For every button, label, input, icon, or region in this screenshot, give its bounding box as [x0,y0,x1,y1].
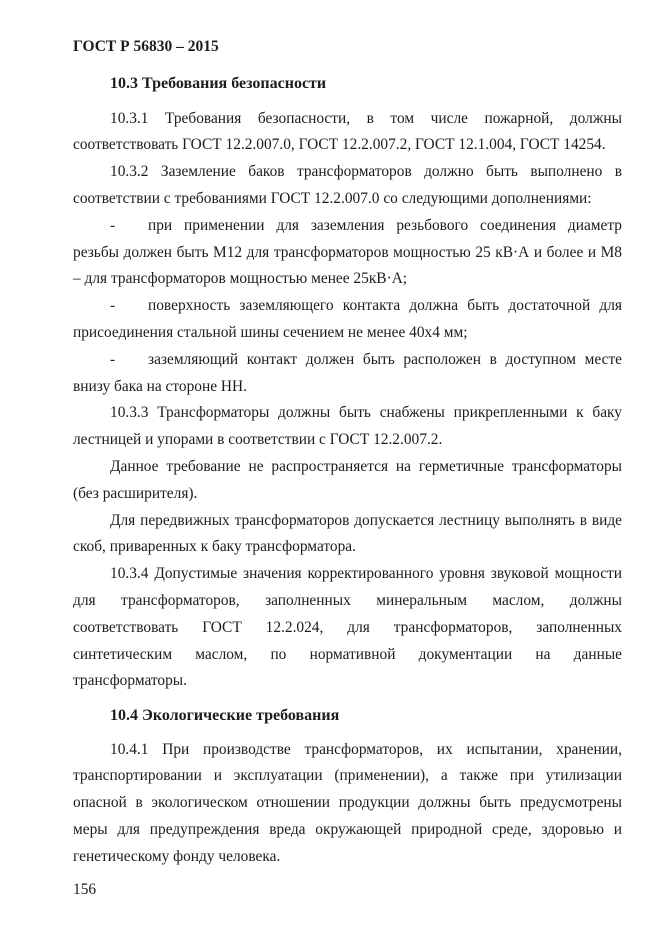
section-heading-10-4: 10.4 Экологические требования [110,707,340,724]
list-item [73,347,622,401]
paragraph-note-2 [73,508,622,562]
list-marker: - [110,216,116,234]
text-line: 10.3.2 Заземление баков трансформаторов должно быть выполнено в [110,163,622,181]
text-line: присоединения стальной шины сечением не менее 40х4 мм; [73,323,468,341]
section-10-4-body [73,737,622,871]
paragraph-10-3-3 [73,400,622,454]
paragraph-note-1 [73,454,622,508]
list-item-first-line [73,213,622,240]
text-line: опасной в экологическом отношении продукции должны быть предусмотрены [73,794,622,812]
list-marker: - [110,297,116,315]
paragraph-10-3-1 [73,106,622,160]
text-line: синтетическим маслом, по нормативной документации на данные [73,645,622,663]
text-line: для трансформаторов, заполненных минеральным маслом, должны [73,591,622,609]
text-line: меры для предупреждения вреда окружающей природной среде, здоровью и [73,820,622,838]
text-line: 10.3.4 Допустимые значения корректированного уровня звуковой мощности [110,565,622,583]
list-item-first-line [73,347,622,374]
text-line: 10.3.3 Трансформаторы должны быть снабжены прикрепленными к баку [110,404,622,422]
text-line: соответствовать ГОСТ 12.2.007.0, ГОСТ 12.2.007.2, ГОСТ 12.1.004, ГОСТ 14254. [73,136,606,154]
document-code: ГОСТ Р 56830 – 2015 [73,38,219,55]
list-item-first-line [73,293,622,320]
list-item [73,293,622,347]
paragraph-10-3-2 [73,159,622,213]
text-line: 10.3.1 Требования безопасности, в том числе пожарной, должны [110,109,622,127]
bullet-list [73,213,622,401]
section-heading-10-3: 10.3 Требования безопасности [110,75,327,92]
text-line: скоб, приваренных к баку трансформатора. [73,538,356,556]
text-line: при применении для заземления резьбового соединения диаметр [148,216,622,234]
text-line: соответствовать ГОСТ 12.2.024, для трансформаторов, заполненных [73,618,622,636]
text-line: резьбы должен быть М12 для трансформаторов мощностью 25 кВ·А и более и М8 [73,243,622,261]
text-line: (без расширителя). [73,484,198,502]
text-line: трансформаторы. [73,672,187,690]
section-10-3-body [73,106,622,696]
text-line: – для трансформаторов мощностью менее 25кВ·А; [73,270,408,288]
text-line: генетическому фонду человека. [73,847,281,865]
text-line: поверхность заземляющего контакта должна быть достаточной для [148,297,622,315]
text-line: заземляющий контакт должен быть расположен в доступном месте [148,350,622,368]
text-line: транспортировании и эксплуатации (применении), а также при утилизации [73,767,622,785]
paragraph-10-3-4 [73,561,622,695]
paragraph-10-4-1 [73,737,622,871]
text-line: 10.4.1 При производстве трансформаторов, их испытании, хранении, [110,740,622,758]
page-number: 156 [73,881,97,898]
text-line: соответствии с требованиями ГОСТ 12.2.007.0 со следующими дополнениями: [73,189,592,207]
list-item [73,213,622,293]
text-line: Для передвижных трансформаторов допускается лестницу выполнять в виде [110,511,622,529]
list-marker: - [110,350,116,368]
text-line: Данное требование не распространяется на герметичные трансформаторы [110,457,622,475]
text-line: лестницей и упорами в соответствии с ГОСТ 12.2.007.2. [73,431,443,449]
text-line: внизу бака на стороне НН. [73,377,247,395]
